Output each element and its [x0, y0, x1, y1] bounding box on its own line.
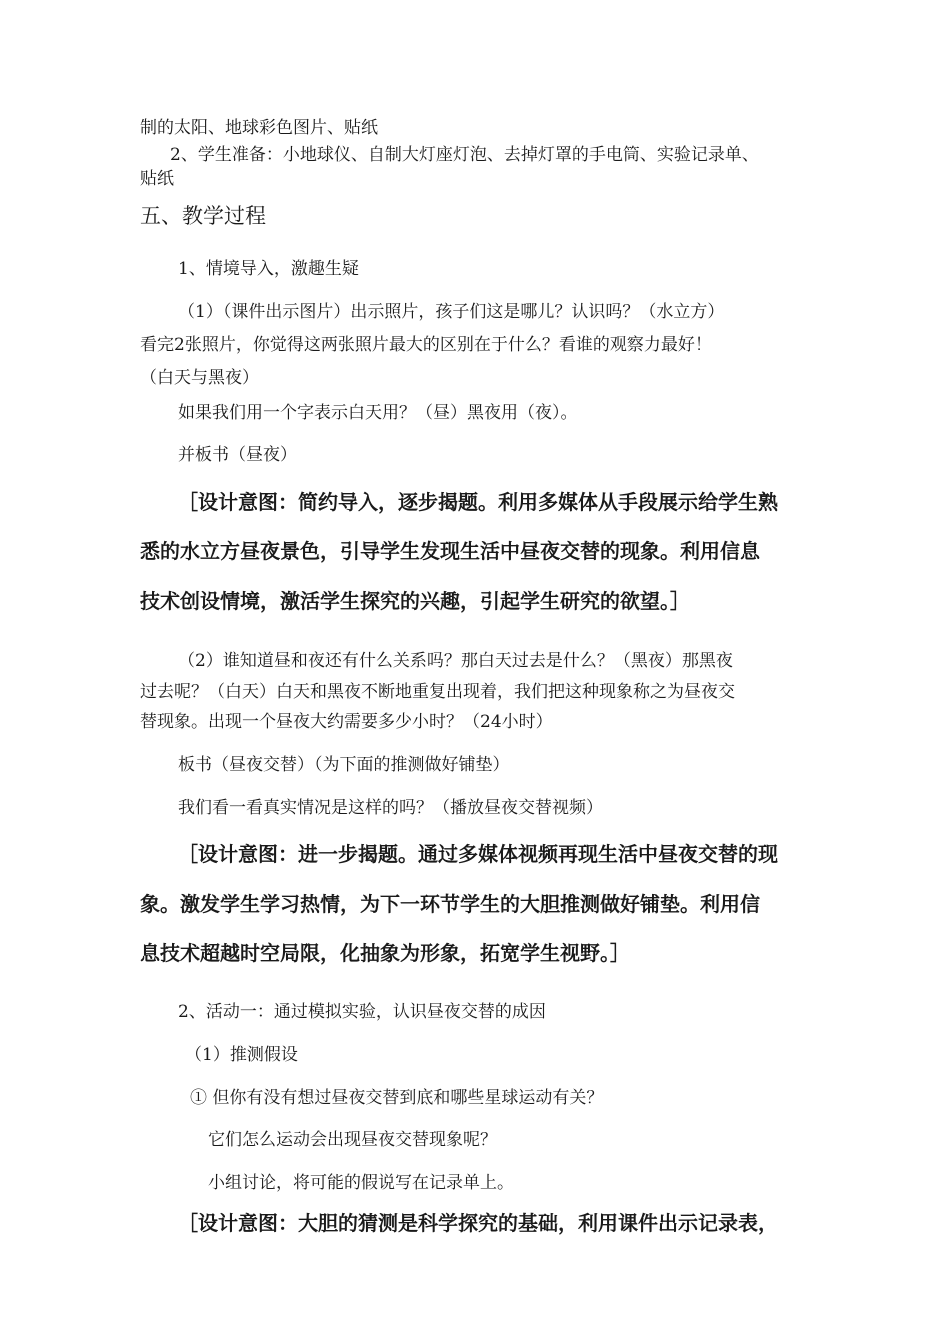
design-intent-2-line-2: 象。激发学生学习热情，为下一环节学生的大胆推测做好铺垫。利用信: [140, 892, 760, 916]
subsection-heading-2: 2、活动一：通过模拟实验，认识昼夜交替的成因: [178, 1002, 546, 1022]
design-intent-1-line-3: 技术创设情境，激活学生探究的兴趣，引起学生研究的欲望。］: [140, 589, 690, 613]
text-line-15: 过去呢？（白天）白天和黑夜不断地重复出现着，我们把这种现象称之为昼夜交: [140, 682, 735, 702]
text-line-9: 如果我们用一个字表示白天用？（昼）黑夜用（夜）。: [178, 403, 578, 423]
text-line-10: 并板书（昼夜）: [178, 445, 297, 465]
subsection-heading-1: 1、情境导入，激趣生疑: [178, 259, 359, 279]
design-intent-3-line-1: ［设计意图：大胆的猜测是科学探究的基础，利用课件出示记录表，: [178, 1211, 778, 1235]
text-line-26: 小组讨论，将可能的假说写在记录单上。: [208, 1173, 514, 1193]
text-line-23: （1）推测假设: [185, 1045, 298, 1065]
text-line-3: 贴纸: [140, 169, 174, 189]
text-line-16: 替现象。出现一个昼夜大约需要多少小时？（24小时）: [140, 712, 553, 732]
text-line-7: 看完2张照片，你觉得这两张照片最大的区别在于什么？看谁的观察力最好！: [140, 335, 712, 355]
design-intent-2-line-1: ［设计意图：进一步揭题。通过多媒体视频再现生活中昼夜交替的现: [178, 842, 778, 866]
text-line-2: 2、学生准备：小地球仪、自制大灯座灯泡、去掉灯罩的手电筒、实验记录单、: [170, 145, 759, 165]
design-intent-1-line-2: 悉的水立方昼夜景色，引导学生发现生活中昼夜交替的现象。利用信息: [140, 539, 760, 563]
text-line-6: （1）（课件出示图片）出示照片，孩子们这是哪儿？认识吗？（水立方）: [178, 302, 725, 322]
text-line-17: 板书（昼夜交替）（为下面的推测做好铺垫）: [178, 755, 510, 775]
text-line-1: 制的太阳、地球彩色图片、贴纸: [140, 118, 378, 138]
text-line-18: 我们看一看真实情况是这样的吗？（播放昼夜交替视频）: [178, 798, 603, 818]
text-line-14: （2）谁知道昼和夜还有什么关系吗？那白天过去是什么？（黑夜）那黑夜: [178, 651, 733, 671]
text-line-24: ① 但你有没有想过昼夜交替到底和哪些星球运动有关？: [190, 1088, 604, 1108]
text-line-25: 它们怎么运动会出现昼夜交替现象呢？: [208, 1130, 497, 1150]
section-heading: 五、教学过程: [140, 204, 266, 228]
text-line-8: （白天与黑夜）: [140, 368, 259, 388]
design-intent-2-line-3: 息技术超越时空局限，化抽象为形象，拓宽学生视野。］: [140, 941, 630, 965]
design-intent-1-line-1: ［设计意图：简约导入，逐步揭题。利用多媒体从手段展示给学生熟: [178, 490, 778, 514]
